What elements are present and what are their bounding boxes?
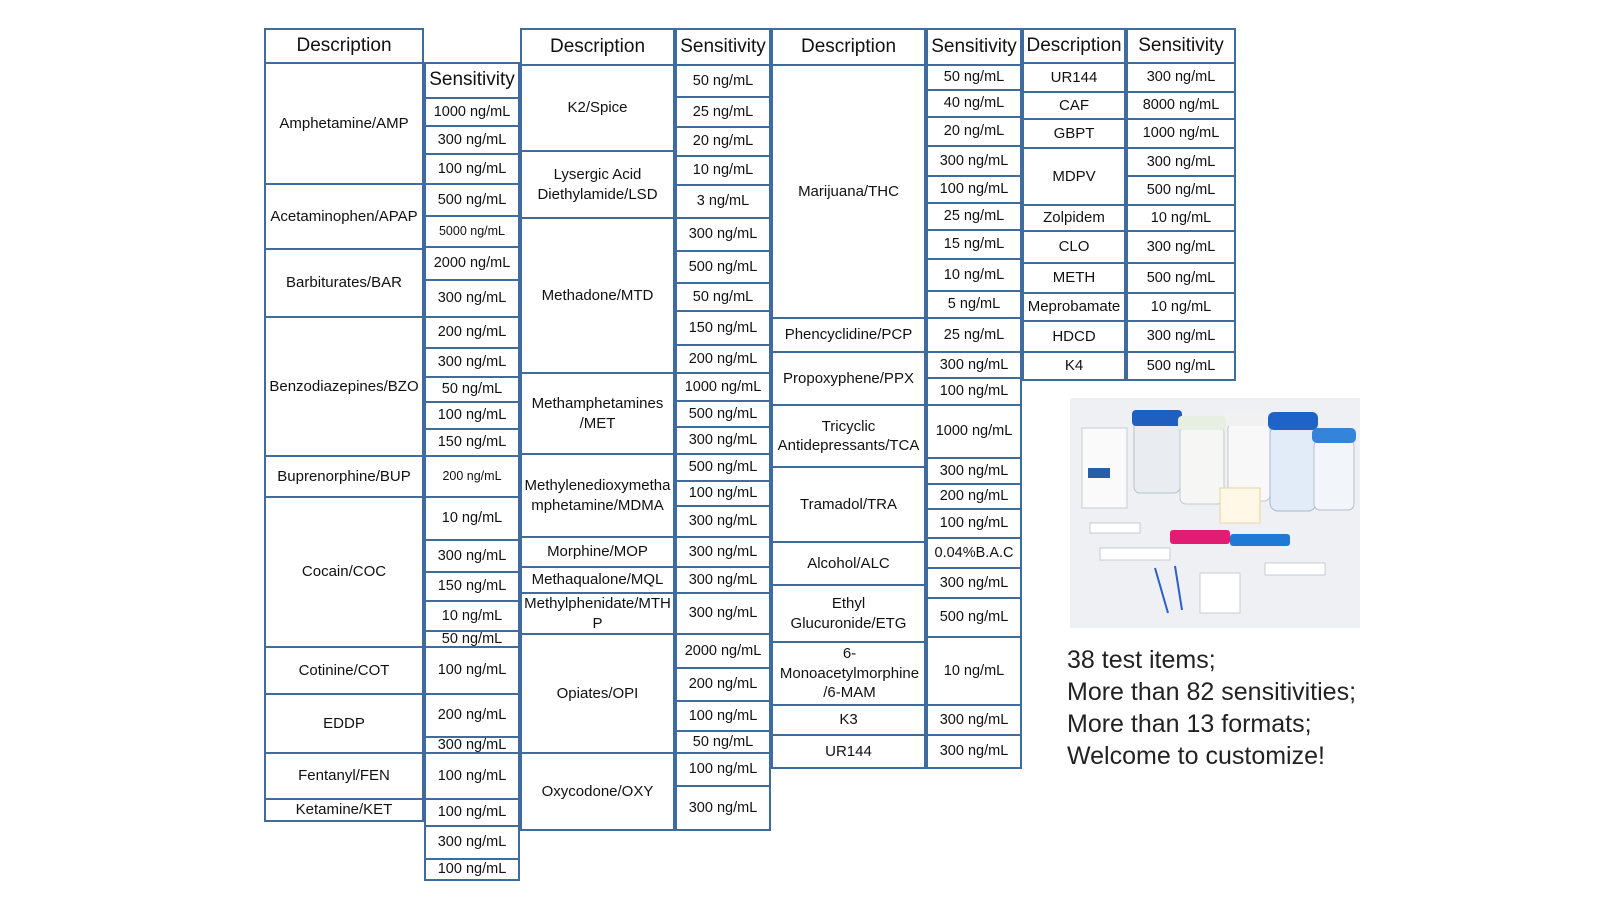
sensitivity-cell: 1000 ng/mL <box>926 404 1022 459</box>
sensitivity-cell: 10 ng/mL <box>675 155 771 186</box>
sensitivity-cell: 2000 ng/mL <box>675 633 771 669</box>
description-cell-zolpidem: Zolpidem <box>1022 204 1126 232</box>
sensitivity-cell: 40 ng/mL <box>926 89 1022 118</box>
sensitivity-cell: 100 ng/mL <box>424 401 520 430</box>
sensitivity-cell: 300 ng/mL <box>675 785 771 831</box>
sensitivity-cell: 100 ng/mL <box>424 646 520 695</box>
description-cell-methaqualone-mql: Methaqualone/MQL <box>520 566 675 594</box>
sensitivity-cell: 10 ng/mL <box>424 600 520 632</box>
sensitivity-cell: 100 ng/mL <box>926 377 1022 406</box>
sensitivity-cell: 300 ng/mL <box>675 566 771 594</box>
description-cell-tramadol-tra: Tramadol/TRA <box>771 466 926 543</box>
sensitivity-cell: 1000 ng/mL <box>1126 118 1236 149</box>
sensitivity-cell: 300 ng/mL <box>1126 230 1236 264</box>
sensitivity-cell: 1000 ng/mL <box>675 372 771 402</box>
sensitivity-cell: 300 ng/mL <box>1126 320 1236 353</box>
sensitivity-cell: 10 ng/mL <box>926 636 1022 706</box>
summary-line-sensitivities: More than 82 sensitivities; <box>1067 678 1357 706</box>
description-cell-amphetamine-amp: Amphetamine/AMP <box>264 62 424 185</box>
sensitivity-cell: 50 ng/mL <box>675 64 771 98</box>
sensitivity-cell: 100 ng/mL <box>424 858 520 881</box>
description-cell-methylenedioxymethamphetamine-mdma: Methylenedioxymethamphetamine/MDMA <box>520 453 675 538</box>
description-cell-methamphetamines-met: Methamphetamines /MET <box>520 372 675 455</box>
description-cell-ethyl-glucuronide-etg: Ethyl Glucuronide/ETG <box>771 584 926 643</box>
sensitivity-cell: 300 ng/mL <box>675 217 771 252</box>
sensitivity-cell: 300 ng/mL <box>424 279 520 318</box>
sensitivity-cell: 50 ng/mL <box>424 376 520 403</box>
description-cell-tricyclic-antidepressants-tca: Tricyclic Antidepressants/TCA <box>771 404 926 468</box>
sensitivity-cell: 300 ng/mL <box>926 567 1022 599</box>
sensitivity-cell: 500 ng/mL <box>1126 175 1236 206</box>
sensitivity-cell: 300 ng/mL <box>424 539 520 573</box>
header-sensitivity: Sensitivity <box>424 62 520 99</box>
description-cell-oxycodone-oxy: Oxycodone/OXY <box>520 752 675 831</box>
sensitivity-cell: 5 ng/mL <box>926 290 1022 319</box>
sensitivity-cell: 100 ng/mL <box>424 153 520 185</box>
description-cell-propoxyphene-ppx: Propoxyphene/PPX <box>771 351 926 406</box>
sensitivity-cell: 10 ng/mL <box>1126 292 1236 322</box>
drug-test-products-photo <box>1070 398 1360 628</box>
description-cell-morphine-mop: Morphine/MOP <box>520 536 675 568</box>
sensitivity-cell: 20 ng/mL <box>675 126 771 157</box>
sensitivity-cell: 500 ng/mL <box>424 183 520 217</box>
sensitivity-cell: 25 ng/mL <box>675 96 771 128</box>
sensitivity-cell: 200 ng/mL <box>675 667 771 702</box>
header-description: Description <box>520 28 675 66</box>
description-cell-methylphenidate-mthp: Methylphenidate/MTHP <box>520 592 675 635</box>
sensitivity-cell: 100 ng/mL <box>675 480 771 507</box>
summary-text <box>1067 644 1547 772</box>
sensitivity-cell: 10 ng/mL <box>926 258 1022 292</box>
sensitivity-cell: 300 ng/mL <box>926 351 1022 379</box>
sensitivity-cell: 10 ng/mL <box>1126 204 1236 232</box>
description-cell-alcohol-alc: Alcohol/ALC <box>771 541 926 586</box>
sensitivity-cell: 300 ng/mL <box>675 592 771 635</box>
sensitivity-cell: 300 ng/mL <box>424 736 520 754</box>
sensitivity-cell: 300 ng/mL <box>926 734 1022 769</box>
description-cell-hdcd: HDCD <box>1022 320 1126 353</box>
description-cell-gbpt: GBPT <box>1022 118 1126 149</box>
sensitivity-cell: 100 ng/mL <box>675 752 771 787</box>
description-cell-fentanyl-fen: Fentanyl/FEN <box>264 752 424 800</box>
sensitivity-cell: 25 ng/mL <box>926 317 1022 353</box>
sensitivity-cell: 300 ng/mL <box>675 536 771 568</box>
description-cell-k3: K3 <box>771 704 926 736</box>
sensitivity-cell: 0.04%B.A.C <box>926 537 1022 569</box>
sensitivity-cell: 300 ng/mL <box>926 704 1022 736</box>
sensitivity-cell: 3 ng/mL <box>675 184 771 219</box>
description-cell-clo: CLO <box>1022 230 1126 264</box>
sensitivity-cell: 100 ng/mL <box>424 798 520 827</box>
sensitivity-cell: 200 ng/mL <box>926 483 1022 510</box>
sensitivity-cell: 20 ng/mL <box>926 116 1022 147</box>
description-cell-eddp: EDDP <box>264 693 424 754</box>
sensitivity-cell: 1000 ng/mL <box>424 97 520 127</box>
sensitivity-cell: 50 ng/mL <box>926 64 1022 91</box>
sensitivity-cell: 500 ng/mL <box>926 597 1022 638</box>
sensitivity-cell: 300 ng/mL <box>675 426 771 455</box>
sensitivity-cell: 500 ng/mL <box>1126 351 1236 381</box>
sensitivity-cell: 100 ng/mL <box>424 752 520 800</box>
sensitivity-cell: 100 ng/mL <box>926 175 1022 204</box>
sensitivity-cell: 200 ng/mL <box>424 316 520 349</box>
summary-line-test-items: 38 test items; <box>1067 646 1216 674</box>
sensitivity-cell: 100 ng/mL <box>926 508 1022 539</box>
sensitivity-cell: 500 ng/mL <box>675 400 771 428</box>
sensitivity-cell: 300 ng/mL <box>424 825 520 860</box>
sensitivity-cell: 500 ng/mL <box>1126 262 1236 294</box>
sensitivity-cell: 300 ng/mL <box>424 347 520 378</box>
description-cell-lysergic-acid-diethylamide-lsd: Lysergic Acid Diethylamide/LSD <box>520 150 675 219</box>
description-cell-acetaminophen-apap: Acetaminophen/APAP <box>264 183 424 250</box>
sensitivity-cell: 25 ng/mL <box>926 202 1022 231</box>
sensitivity-cell: 5000 ng/mL <box>424 215 520 248</box>
description-cell-meth: METH <box>1022 262 1126 294</box>
summary-line-formats: More than 13 formats; <box>1067 710 1312 738</box>
description-cell-methadone-mtd: Methadone/MTD <box>520 217 675 374</box>
sensitivity-cell: 300 ng/mL <box>675 505 771 538</box>
description-cell-marijuana-thc: Marijuana/THC <box>771 64 926 319</box>
sensitivity-cell: 200 ng/mL <box>424 693 520 738</box>
sensitivity-cell: 150 ng/mL <box>424 428 520 457</box>
sensitivity-cell: 500 ng/mL <box>675 250 771 284</box>
header-sensitivity: Sensitivity <box>675 28 771 66</box>
sensitivity-cell: 150 ng/mL <box>675 310 771 346</box>
description-cell-caf: CAF <box>1022 91 1126 120</box>
header-sensitivity: Sensitivity <box>926 28 1022 66</box>
header-description: Description <box>264 28 424 64</box>
description-cell-ketamine-ket: Ketamine/KET <box>264 798 424 822</box>
sensitivity-cell: 50 ng/mL <box>675 730 771 754</box>
sensitivity-cell: 50 ng/mL <box>424 630 520 648</box>
header-description: Description <box>771 28 926 66</box>
description-cell-k4: K4 <box>1022 351 1126 381</box>
sensitivity-cell: 300 ng/mL <box>1126 62 1236 93</box>
description-cell-buprenorphine-bup: Buprenorphine/BUP <box>264 455 424 498</box>
header-sensitivity: Sensitivity <box>1126 28 1236 64</box>
description-cell-ur144: UR144 <box>771 734 926 769</box>
header-description: Description <box>1022 28 1126 64</box>
description-cell-cotinine-cot: Cotinine/COT <box>264 646 424 695</box>
description-cell-phencyclidine-pcp: Phencyclidine/PCP <box>771 317 926 353</box>
sensitivity-cell: 2000 ng/mL <box>424 246 520 281</box>
description-cell-k2-spice: K2/Spice <box>520 64 675 152</box>
sensitivity-cell: 8000 ng/mL <box>1126 91 1236 120</box>
description-cell-meprobamate: Meprobamate <box>1022 292 1126 322</box>
sensitivity-cell: 50 ng/mL <box>675 282 771 312</box>
sensitivity-cell: 100 ng/mL <box>675 700 771 732</box>
sensitivity-cell: 300 ng/mL <box>424 125 520 155</box>
sensitivity-cell: 10 ng/mL <box>424 496 520 541</box>
description-cell-opiates-opi: Opiates/OPI <box>520 633 675 754</box>
sensitivity-cell: 300 ng/mL <box>1126 147 1236 177</box>
sensitivity-cell: 300 ng/mL <box>926 457 1022 485</box>
sensitivity-cell: 300 ng/mL <box>926 145 1022 177</box>
sensitivity-cell: 150 ng/mL <box>424 571 520 602</box>
description-cell-cocain-coc: Cocain/COC <box>264 496 424 648</box>
summary-line-customize: Welcome to customize! <box>1067 742 1325 770</box>
sensitivity-cell: 200 ng/mL <box>675 344 771 374</box>
description-cell-mdpv: MDPV <box>1022 147 1126 206</box>
sensitivity-cell: 500 ng/mL <box>675 453 771 482</box>
description-cell-barbiturates-bar: Barbiturates/BAR <box>264 248 424 318</box>
description-cell-ur144: UR144 <box>1022 62 1126 93</box>
description-cell-benzodiazepines-bzo: Benzodiazepines/BZO <box>264 316 424 457</box>
description-cell-6-monoacetylmorphine-6-mam: 6-Monoacetylmorphine /6-MAM <box>771 641 926 706</box>
sensitivity-cell: 15 ng/mL <box>926 229 1022 260</box>
sensitivity-cell: 200 ng/mL <box>424 455 520 498</box>
